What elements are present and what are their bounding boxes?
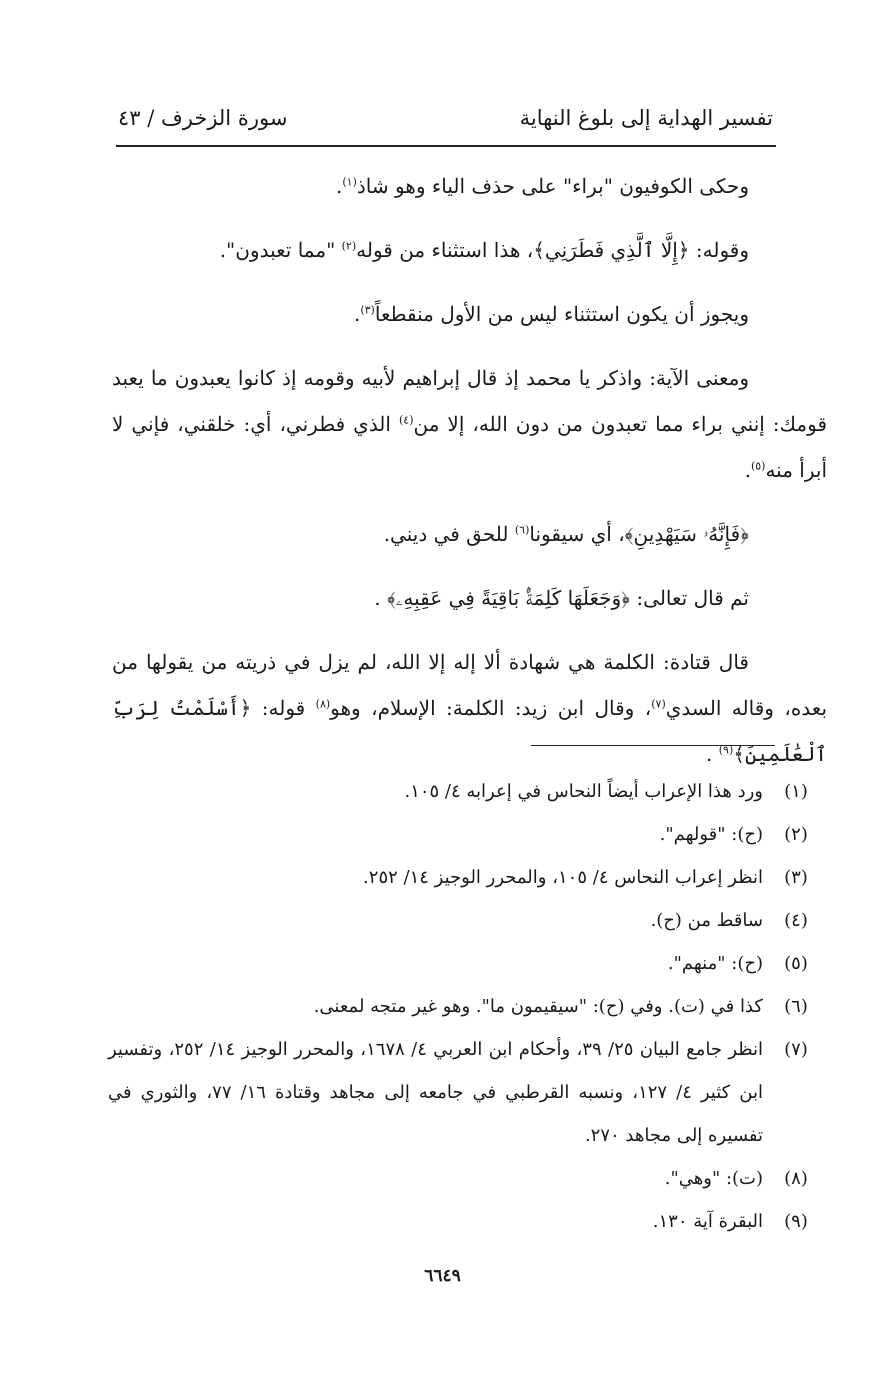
footnote-item — [108, 813, 829, 856]
footnote-ref-4[interactable]: (٤) — [398, 413, 414, 427]
footnote-text: (ح): "قولهم". — [659, 824, 763, 845]
footnote-text: ورد هذا الإعراب أيضاً النحاس في إعرابه ٤/ ١٠٥. — [404, 781, 763, 802]
footnote-item — [108, 985, 829, 1028]
footnote-number: (٢) — [784, 824, 808, 845]
footnote-ref-9[interactable]: (٩) — [718, 743, 734, 757]
paragraph-5: ﴿فَإِنَّهُۥ سَيَهْدِينِ﴾، أي سيقونا$^{(٦)}$ للحق في ديني. — [383, 522, 749, 546]
footnote-text: (ح): "منهم". — [667, 953, 763, 974]
footnote-number: (١) — [784, 781, 808, 802]
footnote-number: (٥) — [784, 953, 808, 974]
footnote-item — [108, 899, 829, 942]
page-number: ٦٦٤٩ — [424, 1266, 461, 1286]
footnote-text: كذا في (ت). وفي (ح): "سيقيمون ما". وهو غير متجه لمعنى. — [313, 996, 763, 1017]
footnote-text: البقرة آية ١٣٠. — [652, 1211, 763, 1232]
footnote-text: انظر جامع البيان ٢٥/ ٣٩، وأحكام ابن العربي ٤/ ١٦٧٨، والمحرر الوجيز ١٤/ ٢٥٢، وتفسير ابن كثير ٤/ ١٢٧، ونسبه القرطبي في جامعه إلى مجاهد وقتادة ١٦/ ٧٧، والثوري في تفسيره إلى مجاهد ٢٧٠. — [108, 1039, 764, 1146]
footnote-item — [108, 1028, 829, 1157]
paragraph-1: وحكى الكوفيون "براء" على حذف الياء وهو شاذ$^{(١)}$. — [335, 174, 749, 198]
footnote-text: ساقط من (ح). — [650, 910, 763, 931]
footnote-separator — [531, 745, 775, 746]
paragraph-6: ثم قال تعالى: ﴿وَجَعَلَهَا كَلِمَةًۢ بَاقِيَةً فِي عَقِبِهِۦ﴾ . — [374, 586, 749, 610]
book-title: تفسير الهداية إلى بلوغ النهاية — [519, 106, 773, 130]
paragraph-4: ومعنى الآية: واذكر يا محمد إذ قال إبراهيم لأبيه وقومه إذ كانوا يعبدون ما يعبد قومك: إنني براء مما تعبدون من دون الله، إلا من$^{(٤)}$ الذي فطرني، أي: خلقني، فإني لا أبرأ منه$^{(٥)}$. — [112, 366, 828, 482]
footnote-text: انظر إعراب النحاس ٤/ ١٠٥، والمحرر الوجيز ١٤/ ٢٥٢. — [363, 867, 763, 888]
footnote-ref-5[interactable]: (٥) — [750, 459, 766, 473]
quran-verse: ﴿إِلَّا ٱلَّذِي فَطَرَنِي﴾ — [533, 238, 690, 262]
footnotes — [108, 770, 829, 1243]
footnote-item — [108, 856, 829, 899]
paragraph-7: قال قتادة: الكلمة هي شهادة ألا إله إلا الله، لم يزل في ذريته من يقولها من بعده، وقاله السدي$^{(٧)}$، وقال ابن زيد: الكلمة: الإسلام، وهو$^{(٨)}$ قوله: ﴿أَسْلَمْتُ لِرَبِّ ٱلْعَٰلَمِينَ﴾$^{(٩)}$ . — [112, 650, 828, 766]
quran-verse: ﴿أَسْلَمْتُ لِرَبِّ ٱلْعَٰلَمِينَ﴾ — [112, 696, 827, 766]
running-header — [118, 100, 773, 136]
footnote-item — [108, 1200, 829, 1243]
footnote-number: (٦) — [784, 996, 808, 1017]
paragraph-3: ويجوز أن يكون استثناء ليس من الأول منقطعاً$^{(٣)}$. — [353, 302, 749, 326]
quran-verse: ﴿فَإِنَّهُۥ سَيَهْدِينِ﴾ — [624, 522, 749, 546]
footnote-number: (٨) — [784, 1168, 808, 1189]
main-text — [112, 163, 827, 795]
footnote-item — [108, 942, 829, 985]
footnote-number: (٤) — [784, 910, 808, 931]
header-rule — [116, 145, 776, 147]
surah-section: سورة الزخرف / ٤٣ — [118, 106, 288, 130]
footnote-ref-7[interactable]: (٧) — [651, 697, 666, 711]
footnote-number: (٩) — [784, 1211, 808, 1232]
quran-verse: ﴿وَجَعَلَهَا كَلِمَةًۢ بَاقِيَةً فِي عَقِبِهِۦ﴾ — [386, 586, 631, 610]
paragraph-2: وقوله: ﴿إِلَّا ٱلَّذِي فَطَرَنِي﴾، هذا استثناء من قوله$^{(٢)}$ "مما تعبدون". — [219, 238, 749, 262]
footnote-item — [108, 770, 829, 813]
footnote-ref-1[interactable]: (١) — [342, 175, 357, 189]
footnote-text: (ت): "وهي". — [664, 1168, 763, 1189]
footnote-number: (٣) — [784, 867, 808, 888]
footnote-number: (٧) — [784, 1039, 808, 1060]
footnote-ref-6[interactable]: (٦) — [514, 523, 530, 537]
footnote-item — [108, 1157, 829, 1200]
footnote-ref-3[interactable]: (٣) — [360, 303, 375, 317]
footnote-ref-8[interactable]: (٨) — [315, 697, 331, 711]
footnote-ref-2[interactable]: (٢) — [341, 239, 357, 253]
